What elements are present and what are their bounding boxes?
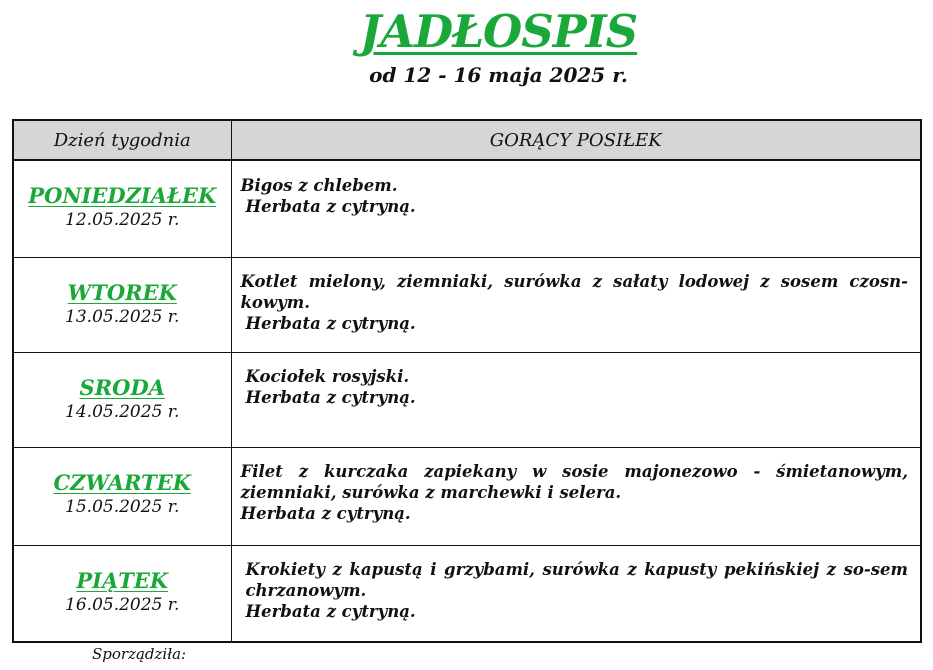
meal-cell xyxy=(231,545,921,642)
meal-cell xyxy=(231,447,921,545)
table-header-row xyxy=(13,120,921,160)
meal-cell xyxy=(231,257,921,352)
table-row-thursday xyxy=(13,447,921,545)
meal-cell xyxy=(231,160,921,257)
menu-table xyxy=(12,119,922,643)
day-name: CZWARTEK xyxy=(53,469,192,495)
meal-description: Filet z kurczaka zapiekany w sosie majonezowo - śmietanowym, ziemniaki, surówka z marchewki i selera. xyxy=(240,461,908,502)
date-range-subtitle: od 12 - 16 maja 2025 r. xyxy=(369,63,628,87)
day-date: 16.05.2025 r. xyxy=(65,594,180,615)
header-hot-meal: GORĄCY POSIŁEK xyxy=(231,120,921,160)
day-cell xyxy=(13,160,231,257)
day-cell xyxy=(13,545,231,642)
table-row-friday xyxy=(13,545,921,642)
drink-description: Herbata z cytryną. xyxy=(245,601,416,621)
day-name: WTOREK xyxy=(67,279,177,305)
day-date: 13.05.2025 r. xyxy=(65,306,180,327)
day-name: PONIEDZIAŁEK xyxy=(28,183,217,208)
day-cell xyxy=(13,352,231,447)
meal-cell xyxy=(231,352,921,447)
prepared-by-label: Sporządziła: xyxy=(92,645,187,663)
drink-description: Herbata z cytryną. xyxy=(245,387,416,407)
drink-description: Herbata z cytryną. xyxy=(245,313,416,333)
page-title: JADŁOSPIS xyxy=(359,5,638,58)
meal-description: Krokiety z kapustą i grzybami, surówka z kapusty pekińskiej z so-sem chrzanowym. xyxy=(245,559,908,600)
day-date: 15.05.2025 r. xyxy=(65,496,180,517)
day-name: PIĄTEK xyxy=(76,567,169,593)
table-row-wednesday xyxy=(13,352,921,447)
meal-description: Kociołek rosyjski. xyxy=(245,366,410,386)
drink-description: Herbata z cytryną. xyxy=(245,197,416,216)
day-cell xyxy=(13,257,231,352)
day-name: SRODA xyxy=(79,374,165,400)
day-date: 14.05.2025 r. xyxy=(65,401,180,422)
day-date: 12.05.2025 r. xyxy=(65,210,180,230)
header-day-of-week: Dzień tygodnia xyxy=(13,120,231,160)
meal-description: Bigos z chlebem. xyxy=(240,176,398,195)
meal-description: Kotlet mielony, ziemniaki, surówka z sałaty lodowej z sosem czosn-kowym. xyxy=(240,271,908,312)
drink-description: Herbata z cytryną. xyxy=(240,503,411,523)
table-row-monday xyxy=(13,160,921,257)
day-cell xyxy=(13,447,231,545)
table-row-tuesday xyxy=(13,257,921,352)
